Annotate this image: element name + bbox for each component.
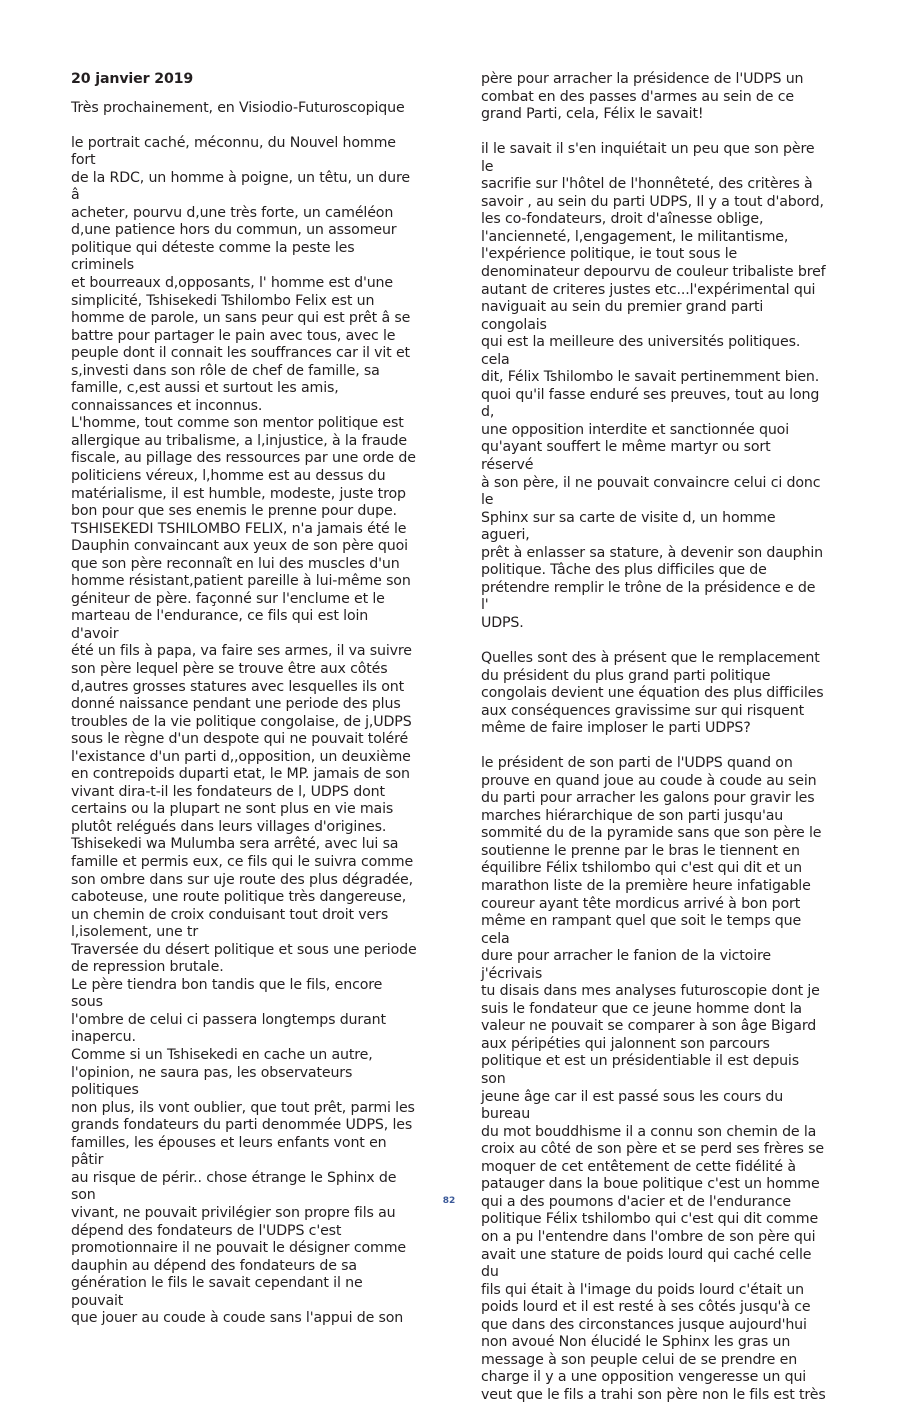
paragraph: Quelles sont des à présent que le remplacement du président du plus grand parti politique congolais devient une équation des plus difficiles aux conséquences gravissime sur qui risquent même de faire imploser le parti UDPS? <box>481 649 824 737</box>
paragraph: le président de son parti de l'UDPS quand on prouve en quand joue au coude à coude au sein du parti pour arracher les galons pour gravir les marches hiérarchique de son parti jusqu'au sommité du de la pyramide sans que son père le soutienne le prenne par le bras le tiennent en équilibre Félix tshilombo qui c'est qui dit et un marathon liste de la première heure infatigable coureur ayant tête mordicus arrivé à bon port même en rampant quel que soit le temps que cela dure pour arracher le fanion de la victoire j'écrivais tu disais dans mes analyses futuroscopie dont je suis le fondateur que ce jeune homme dont la valeur ne pouvait se comparer à son âge Bigard aux péripéties qui jalonnent son parcours politique et est un présidentiable il est depuis son jeune âge car il est passé sous les cours du bureau du mot bouddhisme il a connu son chemin de la croix au côté de son père et se perd ses frères se moquer de cet entêtement de cette fidélité à patauger dans la boue politique c'est un homme qui a des poumons d'acier et de l'endurance politique Félix tshilombo qui c'est qui dit comme on a pu l'entendre dans l'ombre de son père qui avait une stature de poids lourd qui caché celle du fils qui était à l'image du poids lourd c'était un poids lourd et il est resté à ses côtés jusqu'à ce que dans des circonstances jusque aujourd'hui non avoué Non élucidé le Sphinx les gras un message à son peuple celui de se prendre en charge il y a une opposition vengeresse un qui veut que le fils a trahi son père non le fils est très <box>481 755 826 1403</box>
article-subtitle: Très prochainement, en Visiodio-Futuroscopique <box>71 99 405 116</box>
paragraph: père pour arracher la présidence de l'UDPS un combat en des passes d'armes au sein de ce grand Parti, cela, Félix le savait! <box>481 71 804 123</box>
page-number: 82 <box>442 1196 456 1206</box>
article-date: 20 janvier 2019 <box>71 71 194 87</box>
paragraph: il le savait il s'en inquiétait un peu que son père le sacrifie sur l'hôtel de l'honnêteté, des critères à savoir , au sein du parti UDPS, Il y a tout d'abord, les co-fondateurs, droit d'aînesse oblige, l'ancienneté, l,engagement, le militantisme, l'expérience politique, ie tout sous le denominateur depourvu de couleur tribaliste bref autant de criteres justes etc...l'expérimental qui naviguait au sein du premier grand parti congolais qui est la meilleure des universités politiques. cela dit, Félix Tshilombo le savait pertinemment bien. quoi qu'il fasse enduré ses preuves, tout au long d, une opposition interdite et sanctionnée quoi qu'ayant souffert le même martyr ou sort réservé à son père, il ne pouvait convaincre celui ci donc le Sphinx sur sa carte de visite d, un homme agueri, prêt à enlasser sa stature, à devenir son dauphin politique. Tâche des plus difficiles que de prétendre remplir le trône de la présidence e de l' UDPS. <box>481 141 826 631</box>
paragraph: le portrait caché, méconnu, du Nouvel homme fort de la RDC, un homme à poigne, un têtu, un dure â acheter, pourvu d,une très forte, un caméléon d,une patience hors du commun, un assomeur politique qui déteste comme la peste les criminels et bourreaux d,opposants, l' homme est d'une simplicité, Tshisekedi Tshilombo Felix est un homme de parole, un sans peur qui est prêt â se battre pour partager le pain avec tous, avec le peuple dont il connait les souffrances car il vit et s,investi dans son rôle de chef de famille, sa famille, c,est aussi et surtout les amis, connaissances et inconnus. L'homme, tout comme son mentor politique est allergique au tribalisme, a l,injustice, à la fraude fiscale, au pillage des ressources par une orde de politiciens véreux, l,homme est au dessus du matérialisme, il est humble, modeste, juste trop bon pour que ses enemis le prenne pour dupe. TSHISEKEDI TSHILOMBO FELIX, n'a jamais été le Dauphin convaincant aux yeux de son père quoi que son père reconnaît en lui des muscles d'un homme résistant,patient pareille à lui-même son géniteur de père. façonné sur l'enclume et le marteau de l'endurance, ce fils qui est loin d'avoir été un fils à papa, va faire ses armes, il va suivre son père lequel père se trouve être aux côtés d,autres grosses statures avec lesquelles ils ont donné naissance pendant une periode des plus troubles de la vie politique congolaise, de j,UDPS sous le règne d'un despote qui ne pouvait toléré l'existance d'un parti d,,opposition, un deuxième en contrepoids duparti etat, le MP. jamais de son vivant dira-t-il les fondateurs de l, UDPS dont certains ou la plupart ne sont plus en vie mais plutôt relégués dans leurs villages d'origines. Tshisekedi wa Mulumba sera arrêté, avec lui sa famille et permis eux, ce fils qui le suivra comme son ombre dans sur uje route des plus dégradée, caboteuse, une route politique très dangereuse, un chemin de croix conduisant tout droit vers l,isolement, une tr Traversée du désert politique et sous une periode de repression brutale. Le père tiendra bon tandis que le fils, encore sous l'ombre de celui ci passera longtemps durant inapercu. Comme si un Tshisekedi en cache un autre, l'opinion, ne saura pas, les observateurs politiques non plus, ils vont oublier, que tout prêt, parmi les grands fondateurs du parti denommée UDPS, les familles, les épouses et leurs enfants vont en pâtir au risque de périr.. chose étrange le Sphinx de son vivant, ne pouvait privilégier son propre fils au dépend des fondateurs de l'UDPS c'est promotionnaire il ne pouvait le désigner comme dauphin au dépend des fondateurs de sa génération le fils le savait cependant il ne pouvait que jouer au coude à coude sans l'appui de son <box>71 134 417 1327</box>
left-column <box>71 71 417 1328</box>
